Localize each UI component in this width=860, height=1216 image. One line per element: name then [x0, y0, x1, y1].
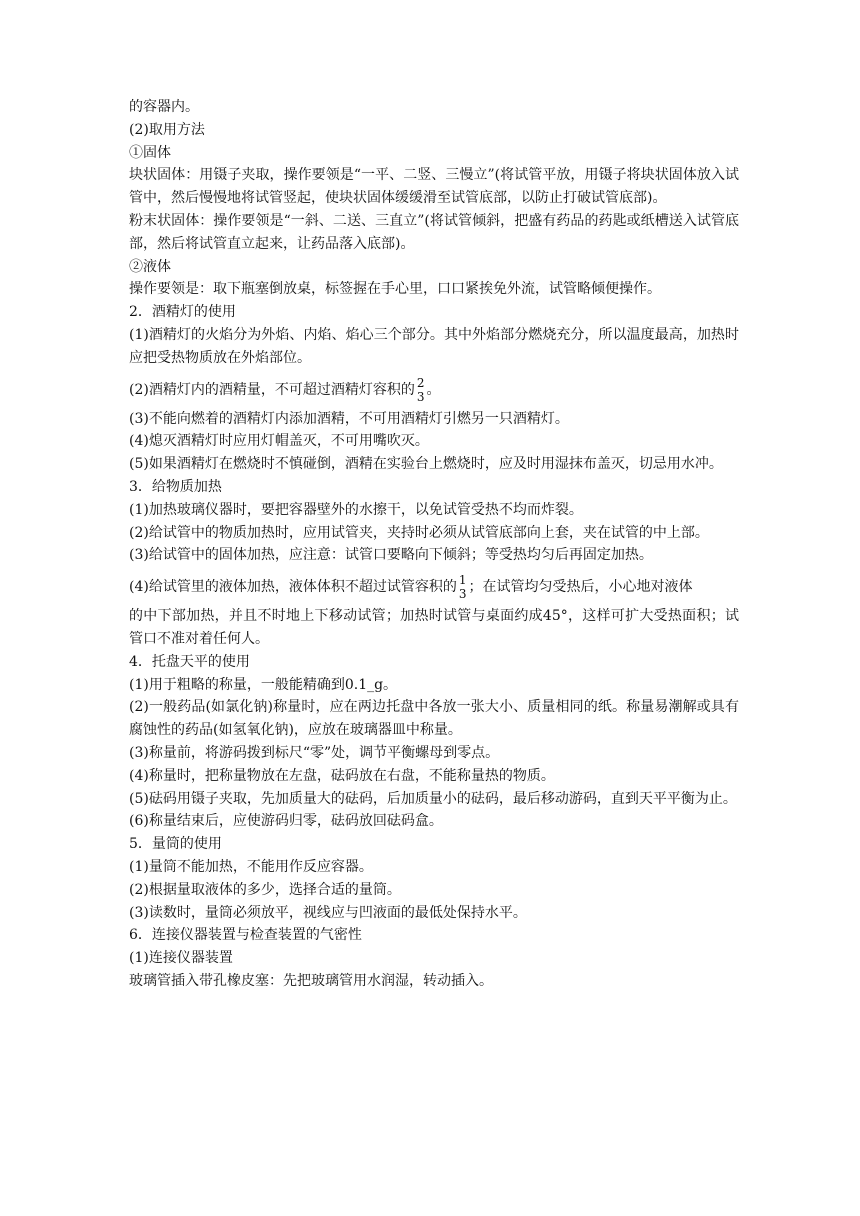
paragraph: (3)称量前，将游码拨到标尺“零”处，调节平衡螺母到零点。 [129, 744, 500, 761]
paragraph: (1)酒精灯的火焰分为外焰、内焰、焰心三个部分。其中外焰部分燃烧充分，所以温度最高，加热时应把受热物质放在外焰部位。 [129, 326, 739, 366]
paragraph: (3)给试管中的固体加热，应注意：试管口要略向下倾斜；等受热均匀后再固定加热。 [129, 547, 653, 564]
subsection-heading: (1)连接仪器装置 [129, 950, 233, 967]
fraction-one-third [458, 573, 468, 601]
fraction-text-before: (4)给试管里的液体加热，液体体积不超过试管容积的 [129, 579, 457, 596]
paragraph: (1)加热玻璃仪器时，要把容器壁外的水擦干，以免试管受热不均而炸裂。 [129, 501, 583, 518]
text-line: 的容器内。 [129, 99, 199, 115]
paragraph: (4)称量时，把称量物放在左盘，砝码放在右盘，不能称量热的物质。 [129, 767, 555, 784]
paragraph: (2)一般药品(如氯化钠)称量时，应在两边托盘中各放一张大小、质量相同的纸。称量易潮解或具有腐蚀性的药品(如氢氧化钠)，应放在玻璃器皿中称量。 [129, 699, 739, 739]
paragraph: (3)读数时，量筒必须放平，视线应与凹液面的最低处保持水平。 [129, 904, 527, 921]
paragraph: (2)根据量取液体的多少，选择合适的量筒。 [129, 881, 401, 898]
paragraph: (4)熄灭酒精灯时应用灯帽盖灭，不可用嘴吹灭。 [129, 433, 429, 450]
fraction-text-after: 。 [426, 381, 441, 398]
paragraph: (3)不能向燃着的酒精灯内添加酒精，不可用酒精灯引燃另一只酒精灯。 [129, 410, 569, 427]
fraction-numerator: 1 [458, 573, 467, 588]
paragraph: 玻璃管插入带孔橡皮塞：先把玻璃管用水润湿，转动插入。 [129, 972, 493, 989]
paragraph: 操作要领是：取下瓶塞倒放桌，标签握在手心里，口口紧挨免外流，试管略倾便操作。 [129, 281, 661, 298]
section-heading: 2．酒精灯的使用 [129, 304, 236, 321]
fraction-numerator: 2 [416, 375, 425, 390]
subsection-heading: ①固体 [129, 144, 171, 161]
subsection-heading: (2)取用方法 [129, 121, 205, 138]
paragraph: (1)量筒不能加热，不能用作反应容器。 [129, 858, 373, 875]
paragraph: (5)砝码用镊子夹取，先加质量大的砝码，后加质量小的砝码，最后移动游码，直到天平平衡为止。 [129, 790, 737, 807]
fraction-two-thirds [416, 376, 426, 404]
section-heading: 6．连接仪器装置与检查装置的气密性 [129, 927, 362, 944]
subsection-heading: ②液体 [129, 258, 171, 275]
paragraph: (1)用于粗略的称量，一般能精确到0.1_g。 [129, 676, 398, 693]
fraction-text-before: (2)酒精灯内的酒精量，不可超过酒精灯容积的 [129, 381, 415, 398]
paragraph: (2)给试管中的物质加热时，应用试管夹，夹持时必须从试管底部向上套，夹在试管的中上部。 [129, 524, 709, 541]
section-heading: 4．托盘天平的使用 [129, 653, 250, 670]
paragraph: (6)称量结束后，应使游码归零，砝码放回砝码盒。 [129, 813, 443, 830]
section-heading: 5．量筒的使用 [129, 836, 222, 853]
paragraph-with-fraction [129, 370, 739, 408]
fraction-denominator: 3 [458, 587, 467, 602]
paragraph: 粉末状固体：操作要领是“一斜、二送、三直立”(将试管倾斜，把盛有药品的药匙或纸槽送入试管底部，然后将试管直立起来，让药品落入底部)。 [129, 212, 739, 252]
document-body [129, 96, 739, 993]
paragraph: 块状固体：用镊子夹取，操作要领是“一平、二竖、三慢立”(将试管平放，用镊子将块状固体放入试管中，然后慢慢地将试管竖起，使块状固体缓缓滑至试管底部，以防止打破试管底部)。 [129, 167, 739, 207]
fraction-denominator: 3 [416, 389, 425, 404]
paragraph-with-fraction [129, 567, 739, 605]
section-heading: 3．给物质加热 [129, 478, 222, 495]
paragraph: 的中下部加热，并且不时地上下移动试管；加热时试管与桌面约成45°，这样可扩大受热面积；试管口不准对着任何人。 [129, 608, 739, 647]
fraction-text-after: ；在试管均匀受热后，小心地对液体 [468, 579, 693, 596]
paragraph: (5)如果酒精灯在燃烧时不慎碰倒，酒精在实验台上燃烧时，应及时用湿抹布盖灭，切忌用水冲。 [129, 456, 723, 473]
